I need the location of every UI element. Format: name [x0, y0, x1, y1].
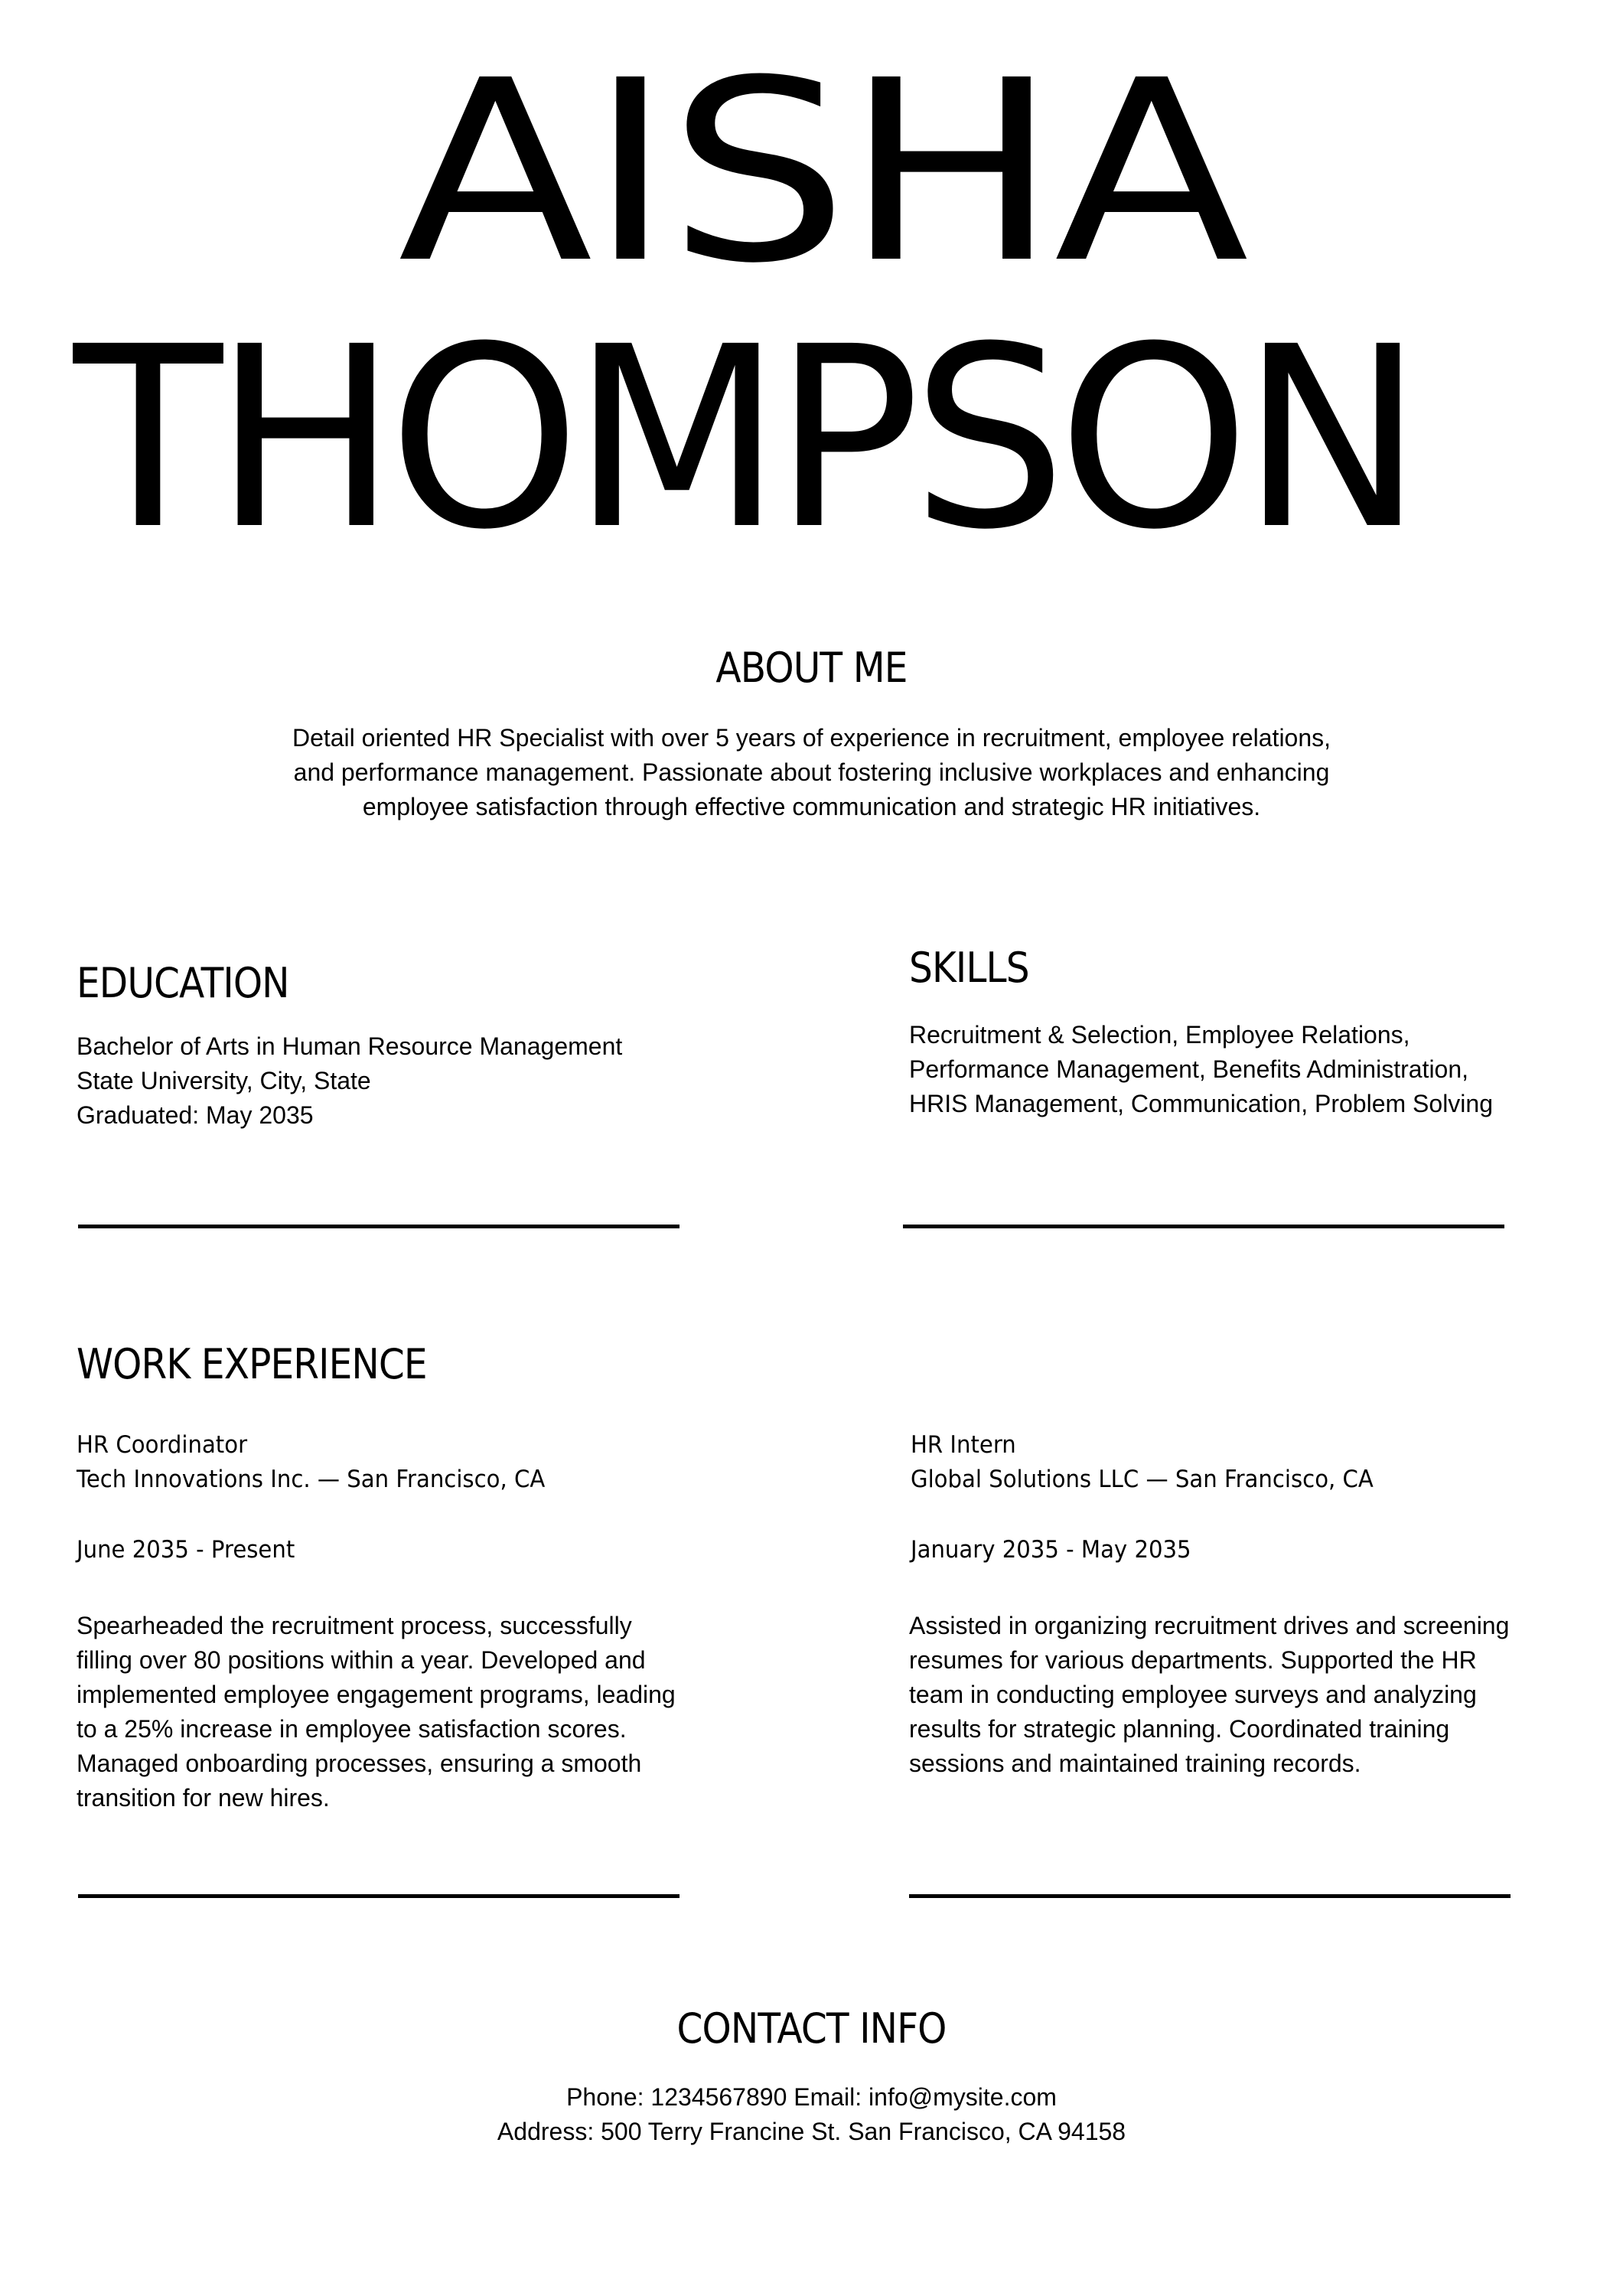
job-2-desc-line: team in conducting employee surveys and analyzing	[909, 1681, 1477, 1708]
job-1-desc-line: to a 25% increase in employee satisfaction scores.	[77, 1715, 627, 1743]
job-2-header	[911, 1428, 1374, 1497]
job-2-desc-line: resumes for various departments. Supported the HR	[909, 1646, 1477, 1674]
job-2-description	[909, 1609, 1509, 1781]
skills-heading: SKILLS	[909, 944, 1029, 992]
job-1-desc-line: transition for new hires.	[77, 1784, 330, 1812]
job-1-dates: June 2035 - Present	[77, 1536, 295, 1564]
job-2-desc-line: Assisted in organizing recruitment drives and screening	[909, 1612, 1510, 1639]
skills-divider	[903, 1225, 1504, 1228]
name-last: THOMPSON	[73, 292, 1415, 585]
about-line: employee satisfaction through effective communication and strategic HR initiatives.	[362, 793, 1261, 820]
contact-phone-email: Phone: 1234567890 Email: info@mysite.com	[566, 2083, 1057, 2111]
work-heading: WORK EXPERIENCE	[77, 1340, 427, 1388]
about-line: Detail oriented HR Specialist with over 5 years of experience in recruitment, employee relations,	[292, 724, 1331, 752]
about-line: and performance management. Passionate about fostering inclusive workplaces and enhancing	[293, 758, 1330, 786]
job-1-desc-line: implemented employee engagement programs, leading	[77, 1681, 676, 1708]
job-1-desc-line: Spearheaded the recruitment process, successfully	[77, 1612, 632, 1639]
job-2-divider	[909, 1894, 1511, 1898]
job-1-description	[77, 1609, 676, 1815]
job-1-desc-line: filling over 80 positions within a year. Developed and	[77, 1646, 646, 1674]
education-heading: EDUCATION	[77, 959, 289, 1007]
education-degree: Bachelor of Arts in Human Resource Management	[77, 1032, 623, 1060]
education-divider	[78, 1225, 680, 1228]
job-1-header	[77, 1428, 545, 1497]
contact-heading: CONTACT INFO	[676, 2004, 947, 2053]
contact-address: Address: 500 Terry Francine St. San Francisco, CA 94158	[497, 2118, 1126, 2145]
job-1-company: Tech Innovations Inc. — San Francisco, CA	[77, 1466, 546, 1493]
job-1-desc-line: Managed onboarding processes, ensuring a smooth	[77, 1750, 642, 1777]
skills-line: Recruitment & Selection, Employee Relations,	[909, 1021, 1410, 1049]
education-graduated: Graduated: May 2035	[77, 1101, 314, 1129]
job-2-desc-line: results for strategic planning. Coordinated training	[909, 1715, 1450, 1743]
skills-line: Performance Management, Benefits Administration,	[909, 1055, 1469, 1083]
job-2-company: Global Solutions LLC — San Francisco, CA	[911, 1466, 1374, 1493]
skills-list	[909, 1018, 1493, 1121]
contact-details	[0, 2080, 1623, 2149]
education-school: State University, City, State	[77, 1067, 371, 1094]
name-first: AISHA	[398, 26, 1245, 318]
job-1-divider	[78, 1894, 680, 1898]
job-1-title: HR Coordinator	[77, 1431, 248, 1459]
job-2-dates: January 2035 - May 2035	[911, 1536, 1191, 1564]
education-details	[77, 1029, 622, 1133]
job-2-title: HR Intern	[911, 1431, 1016, 1459]
about-text	[0, 721, 1623, 824]
skills-line: HRIS Management, Communication, Problem Solving	[909, 1090, 1493, 1117]
job-2-desc-line: sessions and maintained training records.	[909, 1750, 1361, 1777]
about-heading: ABOUT ME	[715, 644, 908, 692]
